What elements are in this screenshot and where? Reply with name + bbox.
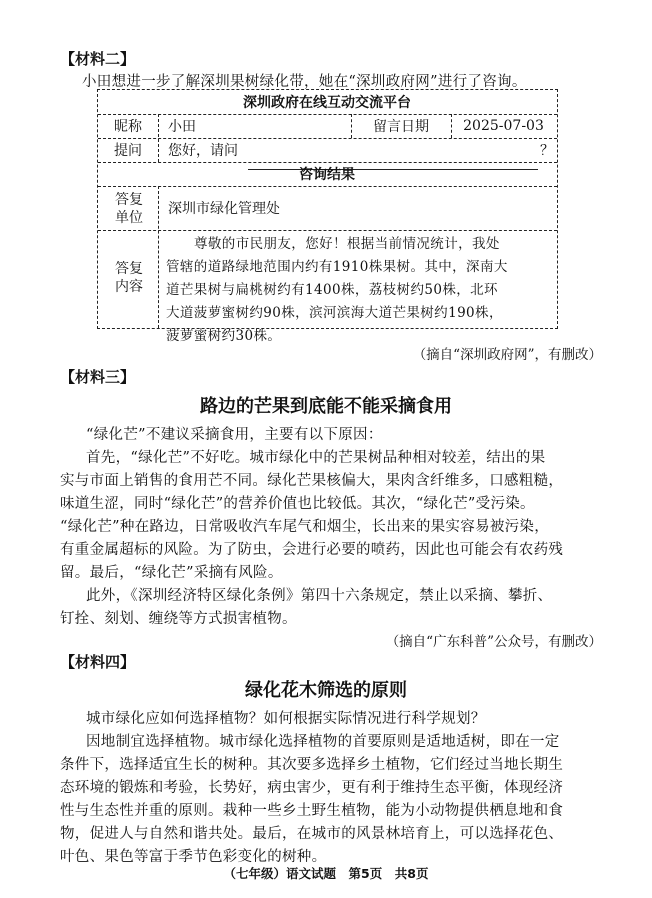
reply-line: 菠萝蜜树约30株。 (166, 328, 282, 344)
material3-line: 钉拴、刻划、缠绕等方式损害植物。 (60, 611, 297, 627)
material3-line: 实与市面上销售的食用芒不同。绿化芒果核偏大，果肉含纤维多，口感粗糙， (60, 473, 564, 489)
consult-table (97, 89, 558, 344)
reply-line: 大道菠萝蜜树约90株，滨河滨海大道芒果树约190株， (166, 305, 503, 321)
material4-line: 条件下，选择适宜生长的树种。其次要多选择乡土植物，它们经过当地长期生 (60, 757, 564, 773)
page-footer: （七年级）语文试题 第5页 共8页 (223, 866, 429, 881)
unit-value: 深圳市绿化管理处 (168, 201, 280, 217)
material2-label: 【材料二】 (60, 50, 136, 68)
material2-intro: 小田想进一步了解深圳果树绿化带，她在“深圳政府网”进行了咨询。 (82, 74, 527, 90)
material4-line: 态环境的锻炼和考验，长势好，病虫害少，更有利于维持生态平衡，体现经济 (60, 780, 564, 796)
material3-label: 【材料三】 (60, 368, 136, 386)
date-value: 2025-07-03 (463, 118, 544, 134)
material3-title: 路边的芒果到底能不能采摘食用 (200, 396, 452, 417)
material3-line: “绿化芒”不建议采摘食用，主要有以下原因： (86, 427, 383, 443)
material4-line: 叶色、果色等富于季节色彩变化的树种。 (60, 849, 327, 865)
nickname-value: 小田 (168, 119, 196, 135)
content-label: 答复内容 (115, 261, 143, 295)
material4-line: 因地制宜选择植物。城市绿化选择植物的首要原则是适地适树，即在一定 (86, 734, 560, 750)
material4-label: 【材料四】 (60, 653, 136, 671)
material4-line: 物，促进人与自然和谐共处。最后，在城市的风景林培育上，可以选择花色、 (60, 826, 564, 842)
reply-content (166, 233, 550, 348)
material3-line: 首先，“绿化芒”不好吃。城市绿化中的芒果树品种相对较差，结出的果 (86, 450, 546, 466)
material3-line: 味道生涩，同时“绿化芒”的营养价值也比较低。其次，“绿化芒”受污染。 (60, 496, 535, 512)
ask-label: 提问 (114, 143, 142, 159)
ask-prefix: 您好，请问 (168, 143, 238, 159)
date-label: 留言日期 (373, 119, 429, 135)
material4-title: 绿化花木筛选的原则 (245, 680, 407, 701)
platform-title: 深圳政府在线互动交流平台 (243, 95, 411, 111)
material2-source: （摘自“深圳政府网”，有删改） (412, 347, 602, 363)
material3-line: 此外，《深圳经济特区绿化条例》第四十六条规定，禁止以采摘、攀折、 (86, 588, 553, 604)
reply-line: 管辖的道路绿地范围内约有1910株果树。其中，深南大 (166, 259, 508, 275)
material3-line: “绿化芒”种在路边，日常吸收汽车尾气和烟尘，长出来的果实容易被污染， (60, 519, 550, 535)
material3-line: 有重金属超标的风险。为了防虫，会进行必要的喷药，因此也可能会有农药残 (60, 542, 564, 558)
reply-line: 尊敬的市民朋友，您好！根据当前情况统计，我处 (194, 236, 500, 252)
reply-line: 道芒果树与扁桃树约有1400株，荔枝树约50株，北环 (166, 282, 498, 298)
material4-line: 性与生态性并重的原则。栽种一些乡土野生植物，能为小动物提供栖息地和食 (60, 803, 564, 819)
result-title: 咨询结果 (299, 167, 355, 183)
unit-label: 答复单位 (115, 192, 143, 226)
material3-source: （摘自“广东科普”公众号，有删改） (385, 634, 602, 650)
material3-line: 留。最后，“绿化芒”采摘有风险。 (60, 565, 283, 581)
ask-suffix: ？ (540, 143, 554, 159)
material4-line: 城市绿化应如何选择植物？如何根据实际情况进行科学规划？ (86, 711, 486, 727)
nickname-label: 昵称 (114, 119, 142, 135)
